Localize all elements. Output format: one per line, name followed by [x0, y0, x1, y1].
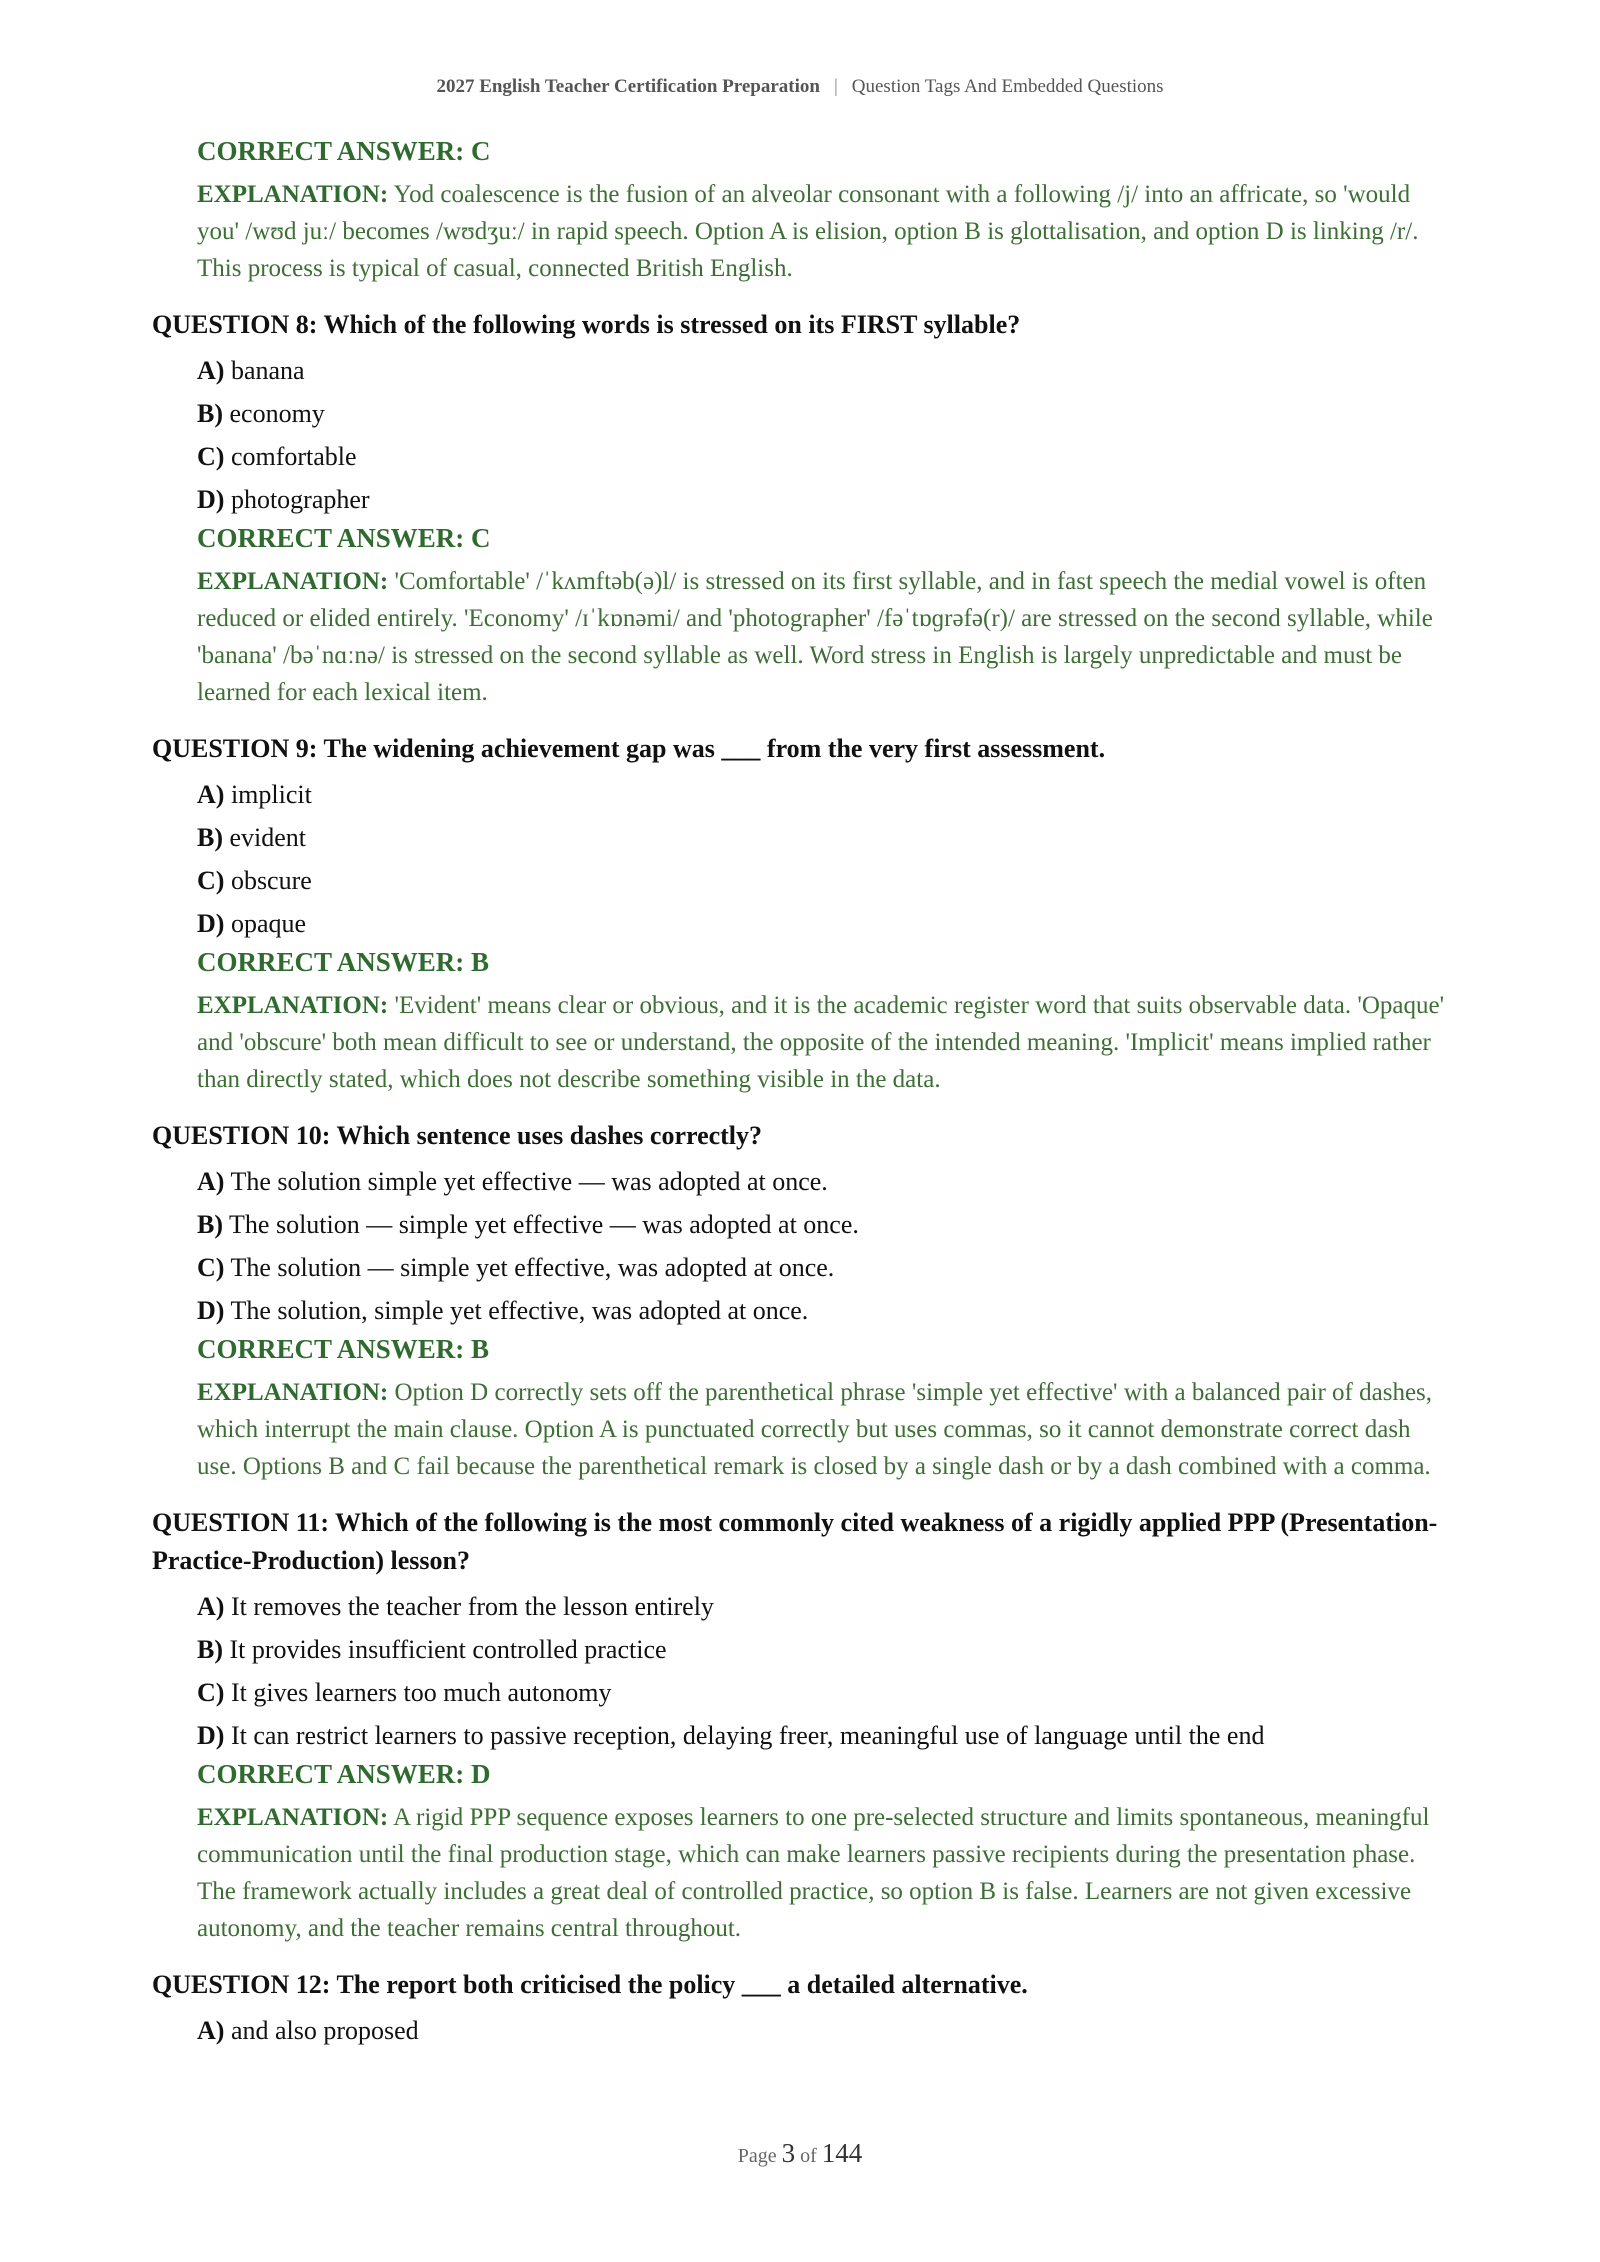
correct-answer: CORRECT ANSWER: C: [197, 523, 491, 553]
option-a: [152, 1585, 1452, 1628]
answer-block: [152, 521, 1452, 711]
option-a: [152, 773, 1452, 816]
explanation-text: Yod coalescence is the fusion of an alveolar consonant with a following /j/ into an affricate, so 'would you' /wʊd juː/ becomes /wʊdʒuː/ in rapid speech. Option A is elision, option B is glottalisation, and option D is linking /r/. This process is typical of casual, connected British English.: [197, 181, 1419, 282]
explanation-text: 'Evident' means clear or obvious, and it is the academic register word that suits observable data. 'Opaque' and 'obscure' both mean difficult to see or understand, the opposite of the intended meaning. 'Implicit' means implied rather than directly stated, which does not describe something visible in the data.: [197, 992, 1445, 1093]
option-letter: A): [197, 780, 225, 809]
page-label: Page: [737, 2145, 777, 2167]
explanation: [197, 563, 1452, 711]
option-d: [152, 1714, 1452, 1757]
option-c: [152, 435, 1452, 478]
question-stem: QUESTION 8: Which of the following words is stressed on its FIRST syllable?: [152, 310, 1021, 339]
option-a: [152, 349, 1452, 392]
option-a: [152, 2009, 1452, 2052]
option-text: evident: [229, 823, 307, 852]
section-title: Question Tags And Embedded Questions: [851, 76, 1164, 97]
question-stem: QUESTION 10: Which sentence uses dashes correctly?: [152, 1121, 763, 1150]
option-letter: A): [197, 1167, 225, 1196]
answer-block: [152, 1332, 1452, 1485]
option-letter: A): [197, 1592, 225, 1621]
option-letter: D): [197, 1296, 225, 1325]
page-total: 144: [821, 2138, 863, 2168]
question-stem: QUESTION 9: The widening achievement gap was ___ from the very first assessment.: [152, 734, 1106, 763]
option-text: economy: [229, 399, 325, 428]
question-12: [152, 1966, 1452, 2052]
option-d: [152, 1289, 1452, 1332]
explanation-label: EXPLANATION:: [197, 568, 389, 595]
explanation-label: EXPLANATION:: [197, 181, 389, 208]
explanation-label: EXPLANATION:: [197, 1379, 389, 1406]
page-number: 3: [781, 2138, 796, 2168]
option-b: [152, 816, 1452, 859]
header-separator: |: [833, 76, 838, 97]
option-text: It can restrict learners to passive reception, delaying freer, meaningful use of language until the end: [230, 1721, 1265, 1750]
document-title: 2027 English Teacher Certification Preparation: [436, 76, 820, 97]
option-text: obscure: [230, 866, 312, 895]
option-c: [152, 859, 1452, 902]
option-text: banana: [230, 356, 305, 385]
explanation: [197, 987, 1452, 1098]
explanation: [197, 1799, 1452, 1947]
option-text: It gives learners too much autonomy: [230, 1678, 612, 1707]
option-d: [152, 478, 1452, 521]
question-7-answer: [152, 134, 1452, 287]
answer-block: [152, 945, 1452, 1098]
option-d: [152, 902, 1452, 945]
question-8: [152, 306, 1452, 711]
correct-answer: CORRECT ANSWER: C: [197, 136, 491, 166]
question-10: [152, 1117, 1452, 1485]
option-c: [152, 1246, 1452, 1289]
option-a: [152, 1160, 1452, 1203]
option-text: The solution, simple yet effective, was adopted at once.: [230, 1296, 809, 1325]
question-stem: QUESTION 12: The report both criticised the policy ___ a detailed alternative.: [152, 1970, 1028, 1999]
option-letter: C): [197, 1253, 225, 1282]
option-text: opaque: [230, 909, 307, 938]
explanation: [197, 176, 1452, 287]
explanation-label: EXPLANATION:: [197, 992, 389, 1019]
option-letter: C): [197, 1678, 225, 1707]
option-text: The solution — simple yet effective — was adopted at once.: [229, 1210, 859, 1239]
option-letter: C): [197, 866, 225, 895]
question-stem: QUESTION 11: Which of the following is the most commonly cited weakness of a rigidly applied PPP (Presentation-Practice-Production) lesson?: [152, 1508, 1438, 1575]
explanation-text: 'Comfortable' /ˈkʌmftəb(ə)l/ is stressed on its first syllable, and in fast speech the medial vowel is often reduced or elided entirely. 'Economy' /ɪˈkɒnəmi/ and 'photographer' /fəˈtɒɡrəfə(r)/ are stressed on the second syllable, while 'banana' /bəˈnɑːnə/ is stressed on the second syllable as well. Word stress in English is largely unpredictable and must be learned for each lexical item.: [197, 568, 1433, 706]
option-b: [152, 1628, 1452, 1671]
answer-block: [152, 1757, 1452, 1947]
option-letter: B): [197, 823, 223, 852]
option-text: and also proposed: [230, 2016, 419, 2045]
option-b: [152, 392, 1452, 435]
correct-answer: CORRECT ANSWER: D: [197, 1759, 491, 1789]
option-text: The solution — simple yet effective, was adopted at once.: [230, 1253, 835, 1282]
option-letter: A): [197, 356, 225, 385]
option-b: [152, 1203, 1452, 1246]
page-of-label: of: [800, 2145, 817, 2167]
question-11: [152, 1504, 1452, 1947]
option-letter: B): [197, 1210, 223, 1239]
correct-answer: CORRECT ANSWER: B: [197, 947, 490, 977]
option-letter: D): [197, 909, 225, 938]
option-text: It removes the teacher from the lesson entirely: [230, 1592, 714, 1621]
page-content: [152, 134, 1452, 2052]
option-text: The solution simple yet effective — was adopted at once.: [230, 1167, 828, 1196]
page-footer: [0, 2138, 1600, 2169]
option-letter: D): [197, 485, 225, 514]
correct-answer: CORRECT ANSWER: B: [197, 1334, 490, 1364]
option-c: [152, 1671, 1452, 1714]
explanation-text: A rigid PPP sequence exposes learners to one pre-selected structure and limits spontaneous, meaningful communication until the final production stage, which can make learners passive recipients during the presentation phase. The framework actually includes a great deal of controlled practice, so option B is false. Learners are not given excessive autonomy, and the teacher remains central throughout.: [197, 1804, 1430, 1942]
explanation: [197, 1374, 1452, 1485]
explanation-text: Option D correctly sets off the parenthetical phrase 'simple yet effective' with a balanced pair of dashes, which interrupt the main clause. Option A is punctuated correctly but uses commas, so it cannot demonstrate correct dash use. Options B and C fail because the parenthetical remark is closed by a single dash or by a dash combined with a comma.: [197, 1379, 1433, 1480]
explanation-label: EXPLANATION:: [197, 1804, 389, 1831]
option-text: photographer: [230, 485, 370, 514]
option-text: implicit: [230, 780, 312, 809]
question-9: [152, 730, 1452, 1098]
option-text: comfortable: [230, 442, 357, 471]
option-letter: A): [197, 2016, 225, 2045]
option-letter: C): [197, 442, 225, 471]
option-letter: D): [197, 1721, 225, 1750]
option-text: It provides insufficient controlled practice: [229, 1635, 667, 1664]
option-letter: B): [197, 399, 223, 428]
option-letter: B): [197, 1635, 223, 1664]
page-header: [0, 76, 1600, 98]
